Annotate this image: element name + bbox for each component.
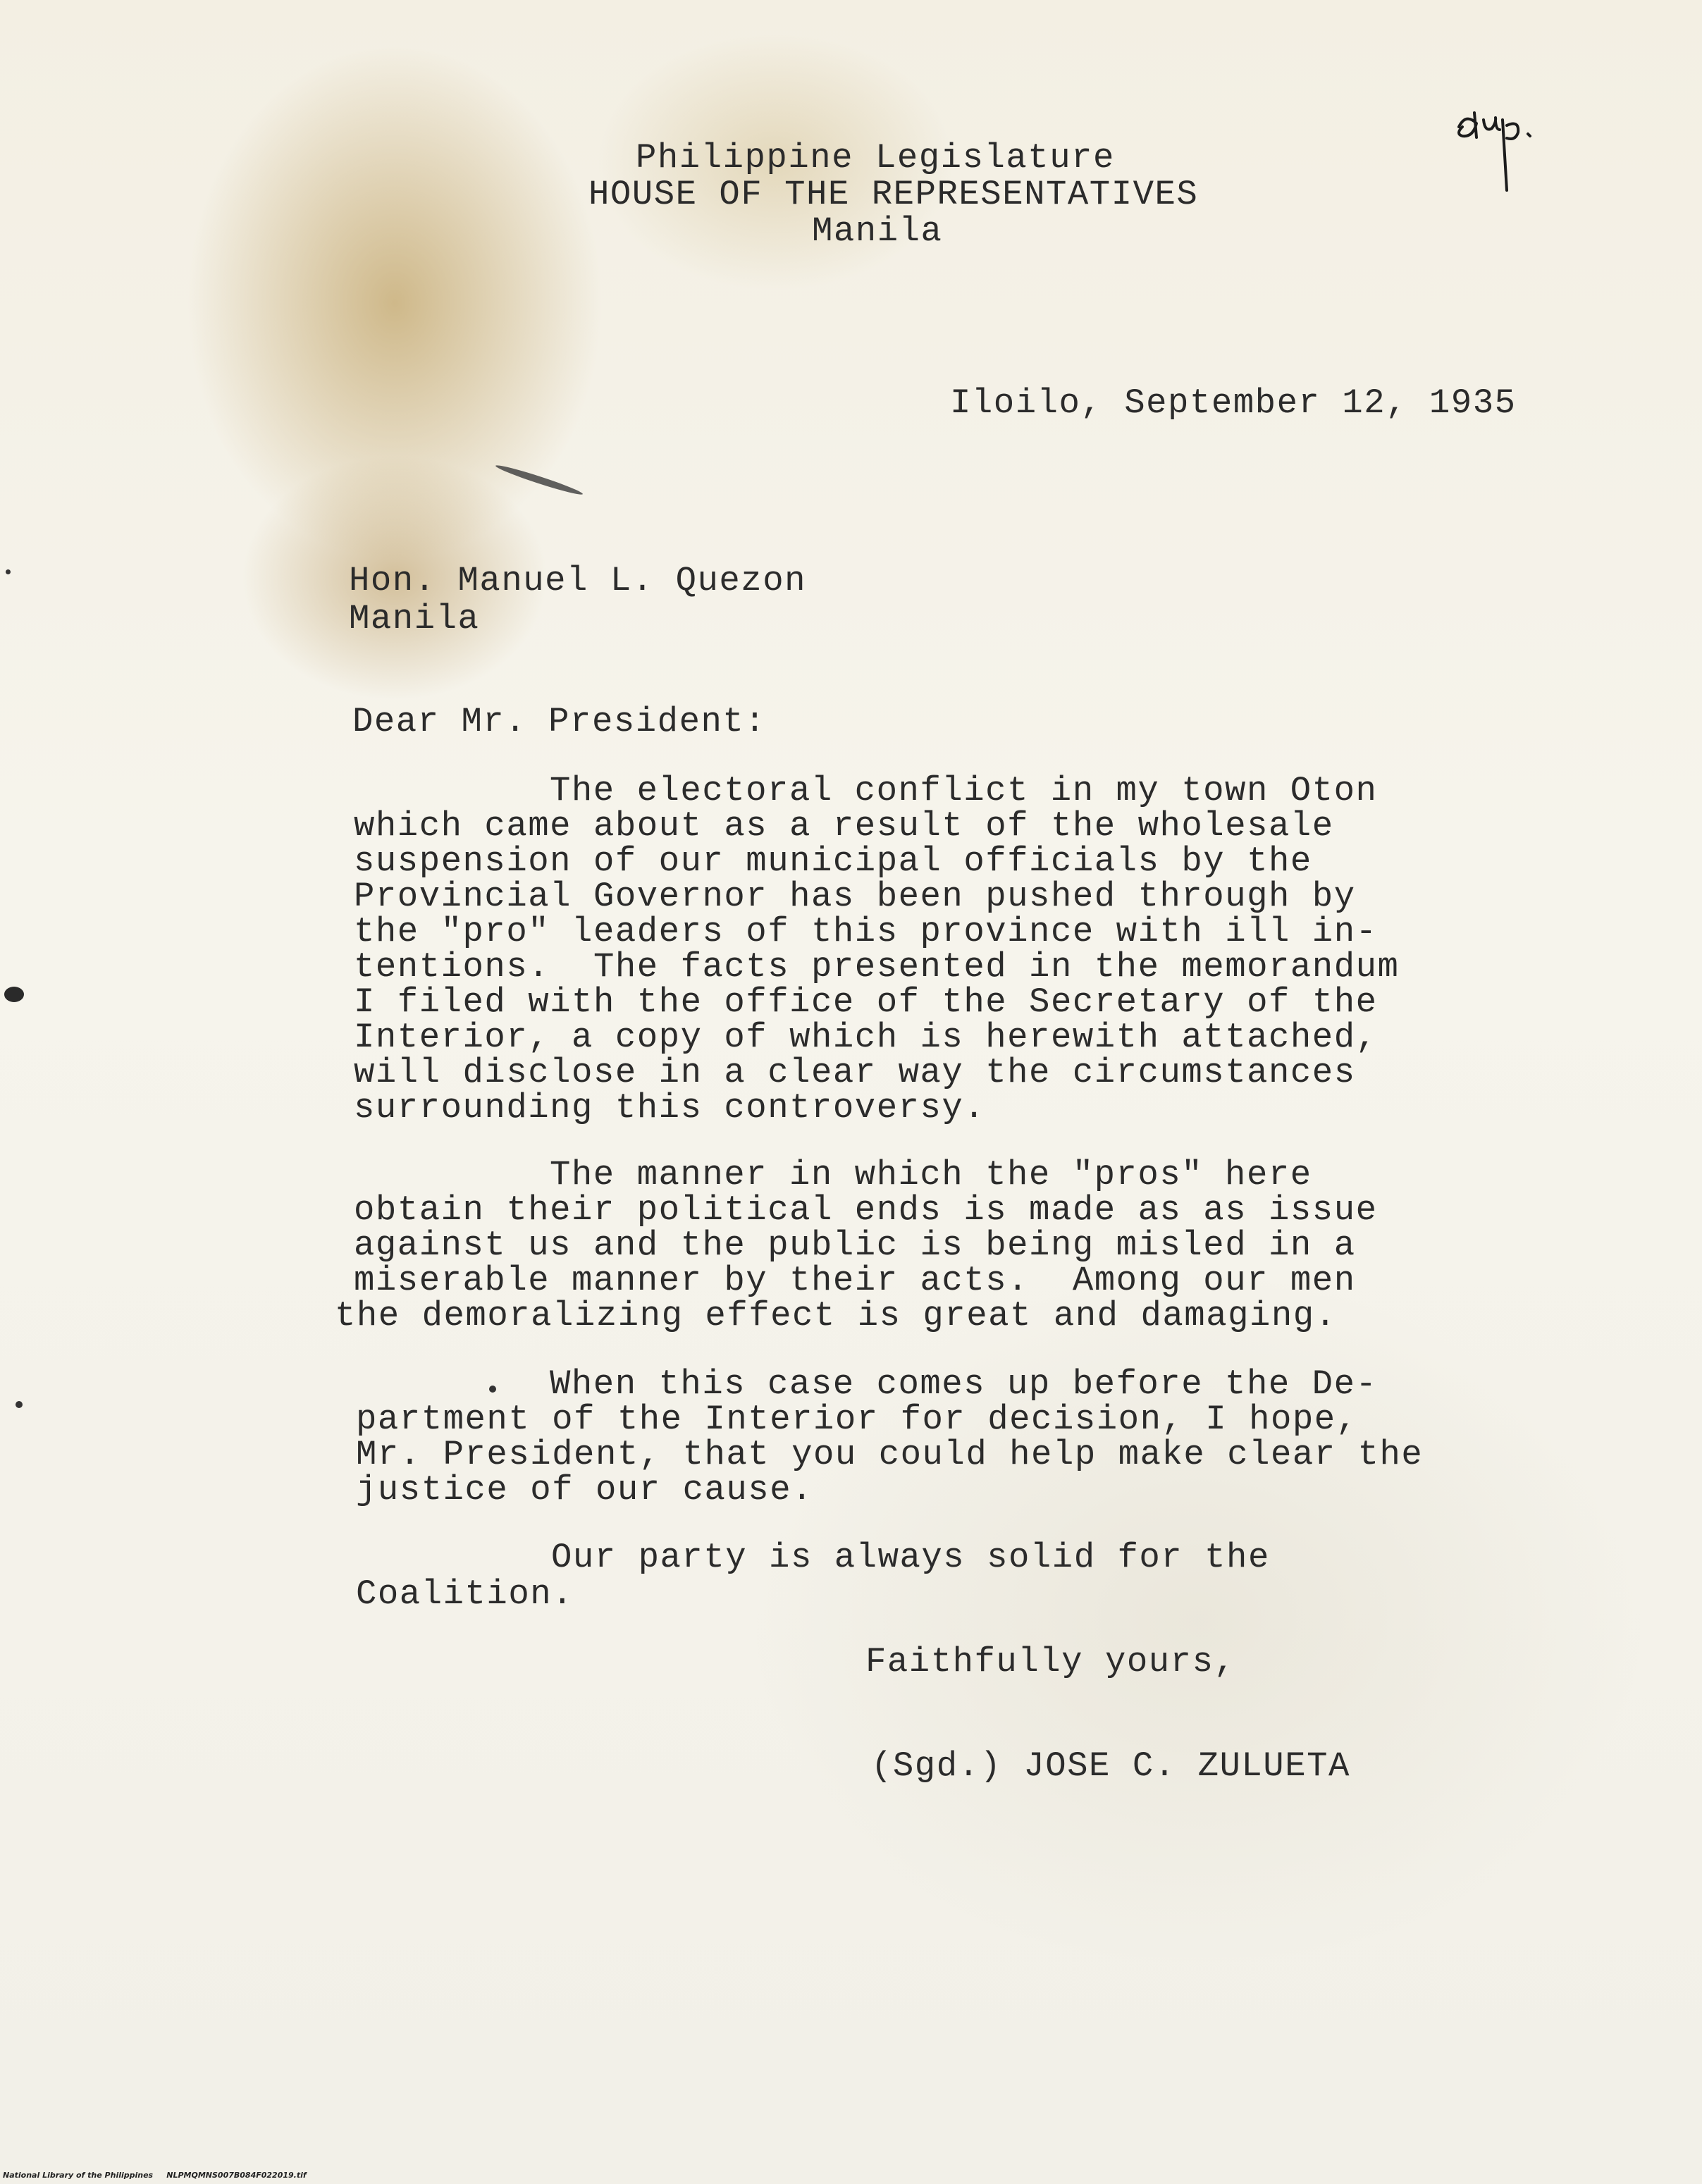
- paragraph-line: surrounding this controversy.: [354, 1088, 986, 1128]
- letterhead-line1: Philippine Legislature: [636, 138, 1115, 178]
- paragraph-line: justice of our cause.: [356, 1470, 814, 1510]
- margin-speck: [16, 1401, 23, 1408]
- paragraph-line: Mr. President, that you could help make clear the: [356, 1435, 1424, 1474]
- letterhead-line2: HOUSE OF THE REPRESENTATIVES: [588, 175, 1199, 214]
- paragraph-line: tentions. The facts presented in the memorandum: [354, 947, 1400, 987]
- paragraph-line: will disclose in a clear way the circumstances: [354, 1053, 1356, 1092]
- paragraph-line: Interior, a copy of which is herewith attached,: [354, 1018, 1378, 1057]
- paragraph-line: partment of the Interior for decision, I hope,: [356, 1400, 1358, 1439]
- paragraph-line: The electoral conflict in my town Oton: [550, 771, 1378, 810]
- footer-file-id: NLPMQMNS007B084F022019.tif: [166, 2171, 307, 2180]
- letterhead-line3: Manila: [812, 211, 943, 251]
- handwritten-dup-note-icon: [1445, 85, 1586, 197]
- paragraph-line: suspension of our municipal officials by the: [354, 841, 1312, 881]
- paragraph-line: The manner in which the "pros" here: [550, 1155, 1312, 1195]
- paragraph-line: against us and the public is being misled in a: [354, 1226, 1356, 1265]
- scan-footer: [3, 2171, 307, 2180]
- closing: Faithfully yours,: [865, 1642, 1236, 1682]
- paragraph-line: the demoralizing effect is great and damaging.: [335, 1296, 1337, 1335]
- addressee-name: Hon. Manuel L. Quezon: [349, 561, 807, 600]
- paragraph-line: I filed with the office of the Secretary of the: [354, 982, 1378, 1022]
- paragraph-line: the "pro" leaders of this province with ill in-: [354, 912, 1378, 951]
- bullet-speck: [489, 1386, 496, 1393]
- footer-library: National Library of the Philippines: [3, 2171, 154, 2180]
- paragraph-line: Provincial Governor has been pushed through by: [354, 877, 1356, 916]
- salutation: Dear Mr. President:: [352, 702, 767, 741]
- paragraph-line: obtain their political ends is made as as issue: [354, 1190, 1378, 1230]
- paragraph-line: Coalition.: [356, 1574, 574, 1614]
- ink-smudge: [495, 462, 584, 498]
- paragraph-line: miserable manner by their acts. Among our men: [354, 1261, 1356, 1300]
- paragraph-line: which came about as a result of the wholesale: [354, 806, 1334, 846]
- margin-speck: [6, 569, 11, 574]
- addressee-city: Manila: [349, 599, 480, 638]
- paragraph-line: When this case comes up before the De-: [550, 1364, 1378, 1404]
- margin-speck: [4, 987, 24, 1002]
- paragraph-line: Our party is always solid for the: [551, 1538, 1270, 1577]
- signature: (Sgd.) JOSE C. ZULUETA: [871, 1746, 1350, 1786]
- dateline: Iloilo, September 12, 1935: [950, 383, 1517, 423]
